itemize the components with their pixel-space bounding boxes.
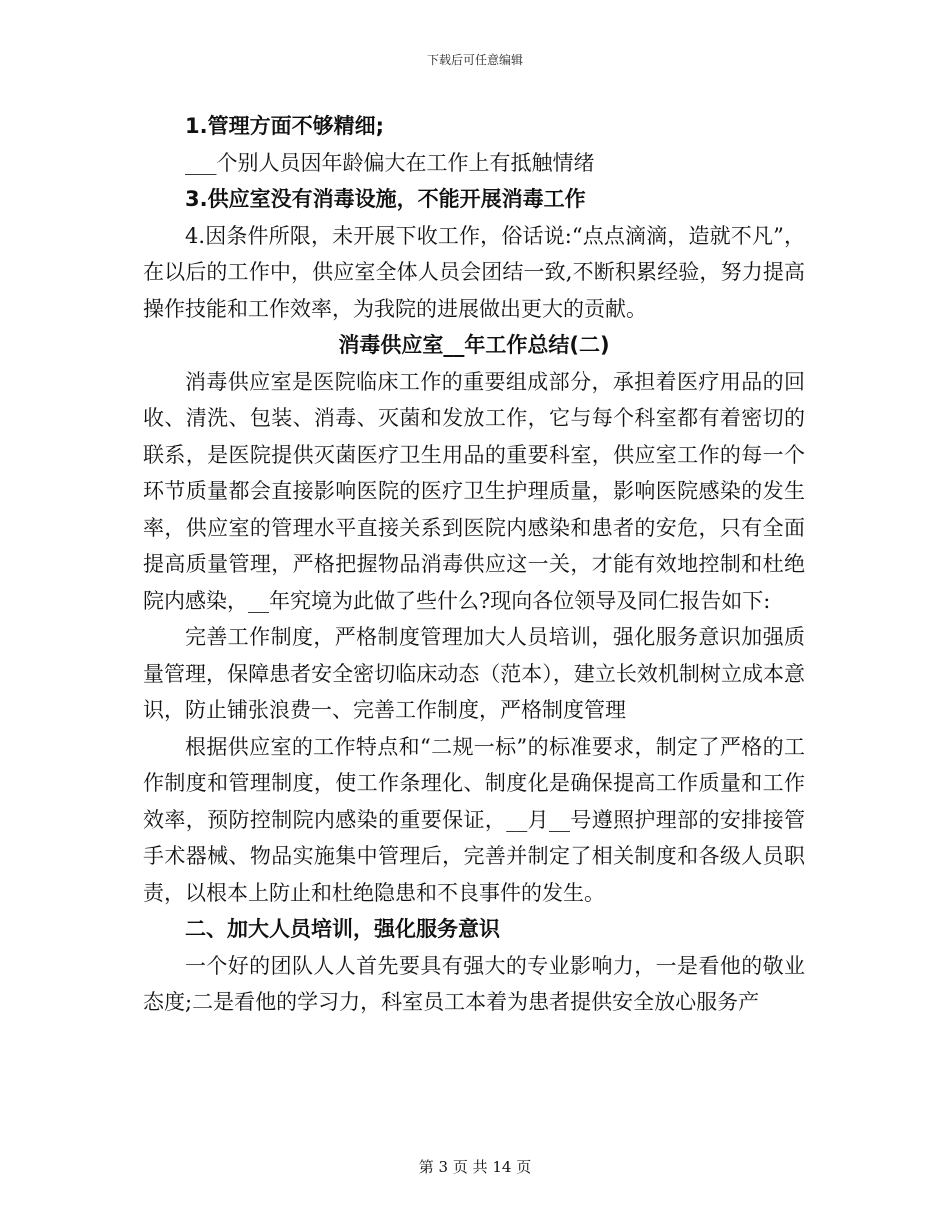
- page-header: 下载后可任意编辑: [426, 53, 523, 67]
- section-title: 消毒供应室__年工作总结(二): [338, 333, 610, 357]
- paragraph-4: 4.因条件所限，未开展下收工作，俗话说:“点点滴滴，造就不凡”，在以后的工作中，供应室全体人员会团结一致,不断积累经验，努力提高操作技能和工作效率，为我院的进展做出更大的贡献。: [143, 223, 805, 321]
- section-heading-2: 二、加大人员培训，强化服务意识: [185, 917, 500, 941]
- paragraph-10: 一个好的团队人人首先要具有强大的专业影响力，一是看他的敬业态度;二是看他的学习力，科室员工本着为患者提供安全放心服务产: [143, 953, 805, 1014]
- page-number: 第 3 页 共 14 页: [418, 1158, 532, 1176]
- paragraph-1: 1.管理方面不够精细;: [185, 114, 384, 138]
- paragraph-6: 消毒供应室是医院临床工作的重要组成部分，承担着医疗用品的回收、清洗、包装、消毒、灭菌和发放工作，它与每个科室都有着密切的联系，是医院提供灭菌医疗卫生用品的重要科室，供应室工作的每一个环节质量都会直接影响医院的医疗卫生护理质量，影响医院感染的发生率，供应室的管理水平直接关系到医院内感染和患者的安危，只有全面提高质量管理，严格把握物品消毒供应这一关，才能有效地控制和杜绝院内感染，__年究境为此做了些什么?现向各位领导及同仁报告如下:: [143, 369, 805, 613]
- paragraph-7: 完善工作制度，严格制度管理加大人员培训，强化服务意识加强质量管理，保障患者安全密切临床动态（范本），建立长效机制树立成本意识，防止铺张浪费一、完善工作制度，严格制度管理: [143, 625, 805, 722]
- document-body: [143, 108, 805, 1021]
- paragraph-8: 根据供应室的工作特点和“二规一标”的标准要求，制定了严格的工作制度和管理制度，使工作条理化、制度化是确保提高工作质量和工作效率，预防控制院内感染的重要保证，__月__号遵照护理部的安排接管手术器械、物品实施集中管理后，完善并制定了相关制度和各级人员职责，以根本上防止和杜绝隐患和不良事件的发生。: [143, 734, 805, 905]
- paragraph-2: ___个别人员因年龄偏大在工作上有抵触情绪: [185, 150, 595, 175]
- paragraph-3: 3.供应室没有消毒设施，不能开展消毒工作: [185, 187, 586, 211]
